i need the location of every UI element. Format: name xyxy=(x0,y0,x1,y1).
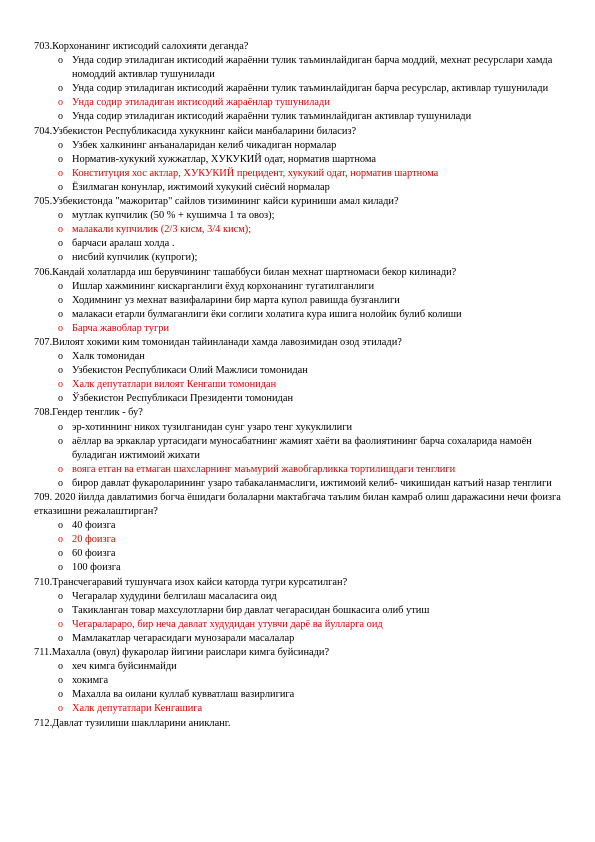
bullet-marker: o xyxy=(58,167,63,179)
answer-option-correct xyxy=(34,96,566,110)
answer-option-text: нисбий купчилик (купроги); xyxy=(72,252,198,264)
answer-option-text: бирор давлат фукароларининг узаро табакаланмаслиги, ижтимоий келиб- чикишидан катъий назар тенглиги xyxy=(72,477,552,489)
answer-option xyxy=(34,364,566,378)
answer-option-text: аёллар ва эркаклар уртасидаги муносабатнинг жамият хаёти ва фаолиятининг барча сохаларида намоён буладиган ижтимоий жихати xyxy=(72,435,532,461)
answer-option xyxy=(34,139,566,153)
bullet-marker: o xyxy=(58,534,63,546)
question-text: 712.Давлат тузилиши шаклларини аникланг. xyxy=(34,717,231,729)
answer-option-text: 60 фоизга xyxy=(72,548,116,560)
answer-option-correct xyxy=(34,463,566,477)
bullet-marker: o xyxy=(58,322,63,334)
answer-option xyxy=(34,519,566,533)
answer-option-text: Унда содир этиладиган иктисодий жараённи тулик таъминлайдиган барча моддий, мехнат ресурслари хамда номоддий активлар тушунилади xyxy=(72,55,553,81)
answer-option xyxy=(34,153,566,167)
answer-option-text: хокимга xyxy=(72,675,109,687)
bullet-marker: o xyxy=(58,224,63,236)
answer-option-correct xyxy=(34,618,566,632)
answer-option-text: Такикланган товар махсулотларни бир давлат чегарасидан бошкасига олиб утиш xyxy=(72,604,430,616)
answer-option-text: мутлак купчилик (50 % + кушимча 1 та овоз); xyxy=(72,210,275,222)
bullet-marker: o xyxy=(58,463,63,475)
answer-option-text: Ишлар хажмининг кискарганлиги ёхуд корхонанинг тугатилганлиги xyxy=(72,280,375,292)
bullet-marker: o xyxy=(58,421,63,433)
bullet-marker: o xyxy=(58,562,63,574)
question-text: 711.Махалла (овул) фукаролар йигини раислари кимга буйсинади? xyxy=(34,647,330,659)
answer-option xyxy=(34,54,566,82)
bullet-marker: o xyxy=(58,351,63,363)
answer-option-correct xyxy=(34,378,566,392)
bullet-marker: o xyxy=(58,252,63,264)
bullet-marker: o xyxy=(58,590,63,602)
answer-option-text: Унда содир этиладиган иктисодий жараённи тулик таъминлайдиган барча ресурслар, активлар тушунилади xyxy=(72,83,549,95)
answer-option-text: Махалла ва оилани куллаб кувватлаш вазирлигига xyxy=(72,689,295,701)
question-text: 709. 2020 йилда давлатимиз богча ёшидаги болаларни мактабгача таълим билан камраб олиш даражасини нечи фоизга етказишни режалаштирган? xyxy=(34,492,561,518)
answer-option xyxy=(34,110,566,124)
bullet-marker: o xyxy=(58,703,63,715)
question-text: 707.Вилоят хокими ким томонидан тайинланади хамда лавозимидан озод этилади? xyxy=(34,336,402,348)
answer-option xyxy=(34,561,566,575)
answer-option-text: Унда содир этиладиган иктисодий жараённи тулик таъминлайдиган активлар тушунилади xyxy=(72,111,472,123)
answer-option-text: вояга етган ва етмаган шахсларнинг маъмурий жавобгарликка тортилишдаги тенглиги xyxy=(72,463,456,475)
question-text: 705.Узбекистонда "мажоритар" сайлов тизимининг кайси куриниши амал килади? xyxy=(34,196,399,208)
bullet-marker: o xyxy=(58,689,63,701)
answer-option xyxy=(34,435,566,463)
bullet-marker: o xyxy=(58,393,63,405)
answer-option-text: Чегаралар худудини белгилаш масаласига оид xyxy=(72,590,277,602)
answer-option xyxy=(34,209,566,223)
bullet-marker: o xyxy=(58,435,63,447)
bullet-marker: o xyxy=(58,365,63,377)
answer-option-text: Чегаралараро, бир неча давлат худудидан утувчи дарё ва йулларга оид xyxy=(72,618,383,630)
answer-option-text: малакали купчилик (2/3 кисм, 3/4 кисм); xyxy=(72,224,252,236)
answer-option xyxy=(34,251,566,265)
answer-option-text: Ўзбекистон Республикаси Президенти томонидан xyxy=(72,393,294,405)
answer-option-text: Мамлакатлар чегарасидаги мунозарали масалалар xyxy=(72,632,295,644)
answer-option-text: Узбек халкининг анъаналаридан келиб чикадиган нормалар xyxy=(72,139,337,151)
bullet-marker: o xyxy=(58,661,63,673)
question-text: 710.Трансчегаравий тушунчага изох кайси каторда тугри курсатилган? xyxy=(34,576,348,588)
bullet-marker: o xyxy=(58,520,63,532)
document-page xyxy=(34,40,566,731)
answer-option-text: Халк депутатлари Кенгашига xyxy=(72,703,203,715)
answer-option xyxy=(34,82,566,96)
bullet-marker: o xyxy=(58,548,63,560)
bullet-marker: o xyxy=(58,280,63,292)
bullet-marker: o xyxy=(58,210,63,222)
question-text: 708.Гендер тенглик - бу? xyxy=(34,407,143,419)
answer-option-text: Унда содир этиладиган иктисодий жараёнлар тушунилади xyxy=(72,97,330,109)
bullet-marker: o xyxy=(58,238,63,250)
bullet-marker: o xyxy=(58,618,63,630)
bullet-marker: o xyxy=(58,181,63,193)
bullet-marker: o xyxy=(58,675,63,687)
answer-option-correct xyxy=(34,167,566,181)
answer-option-text: хеч кимга буйсинмайди xyxy=(72,661,177,673)
answer-option-text: Ёзилмаган конунлар, ижтимоий хукукий сиёсий нормалар xyxy=(72,181,330,193)
bullet-marker: o xyxy=(58,139,63,151)
answer-option xyxy=(34,477,566,491)
bullet-marker: o xyxy=(58,294,63,306)
question-text: 704.Узбекистон Республикасида хукукнинг кайси манбаларини биласиз? xyxy=(34,125,357,137)
bullet-marker: o xyxy=(58,111,63,123)
answer-option-correct xyxy=(34,322,566,336)
answer-option-text: Конституция хос актлар, ХУКУКИЙ прецидент, хукукий одат, норматив шартнома xyxy=(72,167,439,179)
answer-option-text: Узбекистон Республикаси Олий Мажлиси томонидан xyxy=(72,365,308,377)
answer-option-text: Халк томонидан xyxy=(72,351,145,363)
bullet-marker: o xyxy=(58,153,63,165)
bullet-marker: o xyxy=(58,477,63,489)
answer-option xyxy=(34,590,566,604)
answer-option-text: 100 фоизга xyxy=(72,562,121,574)
answer-option xyxy=(34,280,566,294)
answer-option xyxy=(34,392,566,406)
answer-option-text: малакаси етарли булмаганлиги ёки соглиги холатига кура ишига нолойик булиб колиши xyxy=(72,308,462,320)
answer-option-text: барчаси аралаш холда . xyxy=(72,238,175,250)
answer-option xyxy=(34,181,566,195)
answer-option-text: Норматив-хукукий хужжатлар, ХУКУКИЙ одат, норматив шартнома xyxy=(72,153,377,165)
bullet-marker: o xyxy=(58,632,63,644)
bullet-marker: o xyxy=(58,97,63,109)
answer-option xyxy=(34,308,566,322)
answer-option xyxy=(34,350,566,364)
answer-option xyxy=(34,294,566,308)
bullet-marker: o xyxy=(58,379,63,391)
question-text: 706.Кандай холатларда иш берувчининг ташаббуси билан мехнат шартномаси бекор килинади? xyxy=(34,266,457,278)
question-text: 703.Корхонанинг иктисодий салохияти деганда? xyxy=(34,41,249,52)
answer-option-text: 40 фоизга xyxy=(72,520,116,532)
answer-option-correct xyxy=(34,702,566,716)
bullet-marker: o xyxy=(58,308,63,320)
answer-option xyxy=(34,688,566,702)
answer-option xyxy=(34,632,566,646)
answer-option xyxy=(34,604,566,618)
answer-option xyxy=(34,421,566,435)
bullet-marker: o xyxy=(58,55,63,67)
answer-option-text: Барча жавоблар тугри xyxy=(72,322,170,334)
answer-option xyxy=(34,547,566,561)
answer-option xyxy=(34,237,566,251)
answer-option-text: Ходимнинг уз мехнат вазифаларини бир марта купол равишда бузганлиги xyxy=(72,294,400,306)
answer-option-correct xyxy=(34,223,566,237)
answer-option-text: Халк депутатлари вилоят Кенгаши томонидан xyxy=(72,379,277,391)
answer-option-correct xyxy=(34,533,566,547)
answer-option xyxy=(34,660,566,674)
bullet-marker: o xyxy=(58,83,63,95)
answer-option-text: эр-хотиннинг никох тузилганидан сунг узаро тенг хукуклилиги xyxy=(72,421,353,433)
answer-option-text: 20 фоизга xyxy=(72,534,116,546)
answer-option xyxy=(34,674,566,688)
bullet-marker: o xyxy=(58,604,63,616)
